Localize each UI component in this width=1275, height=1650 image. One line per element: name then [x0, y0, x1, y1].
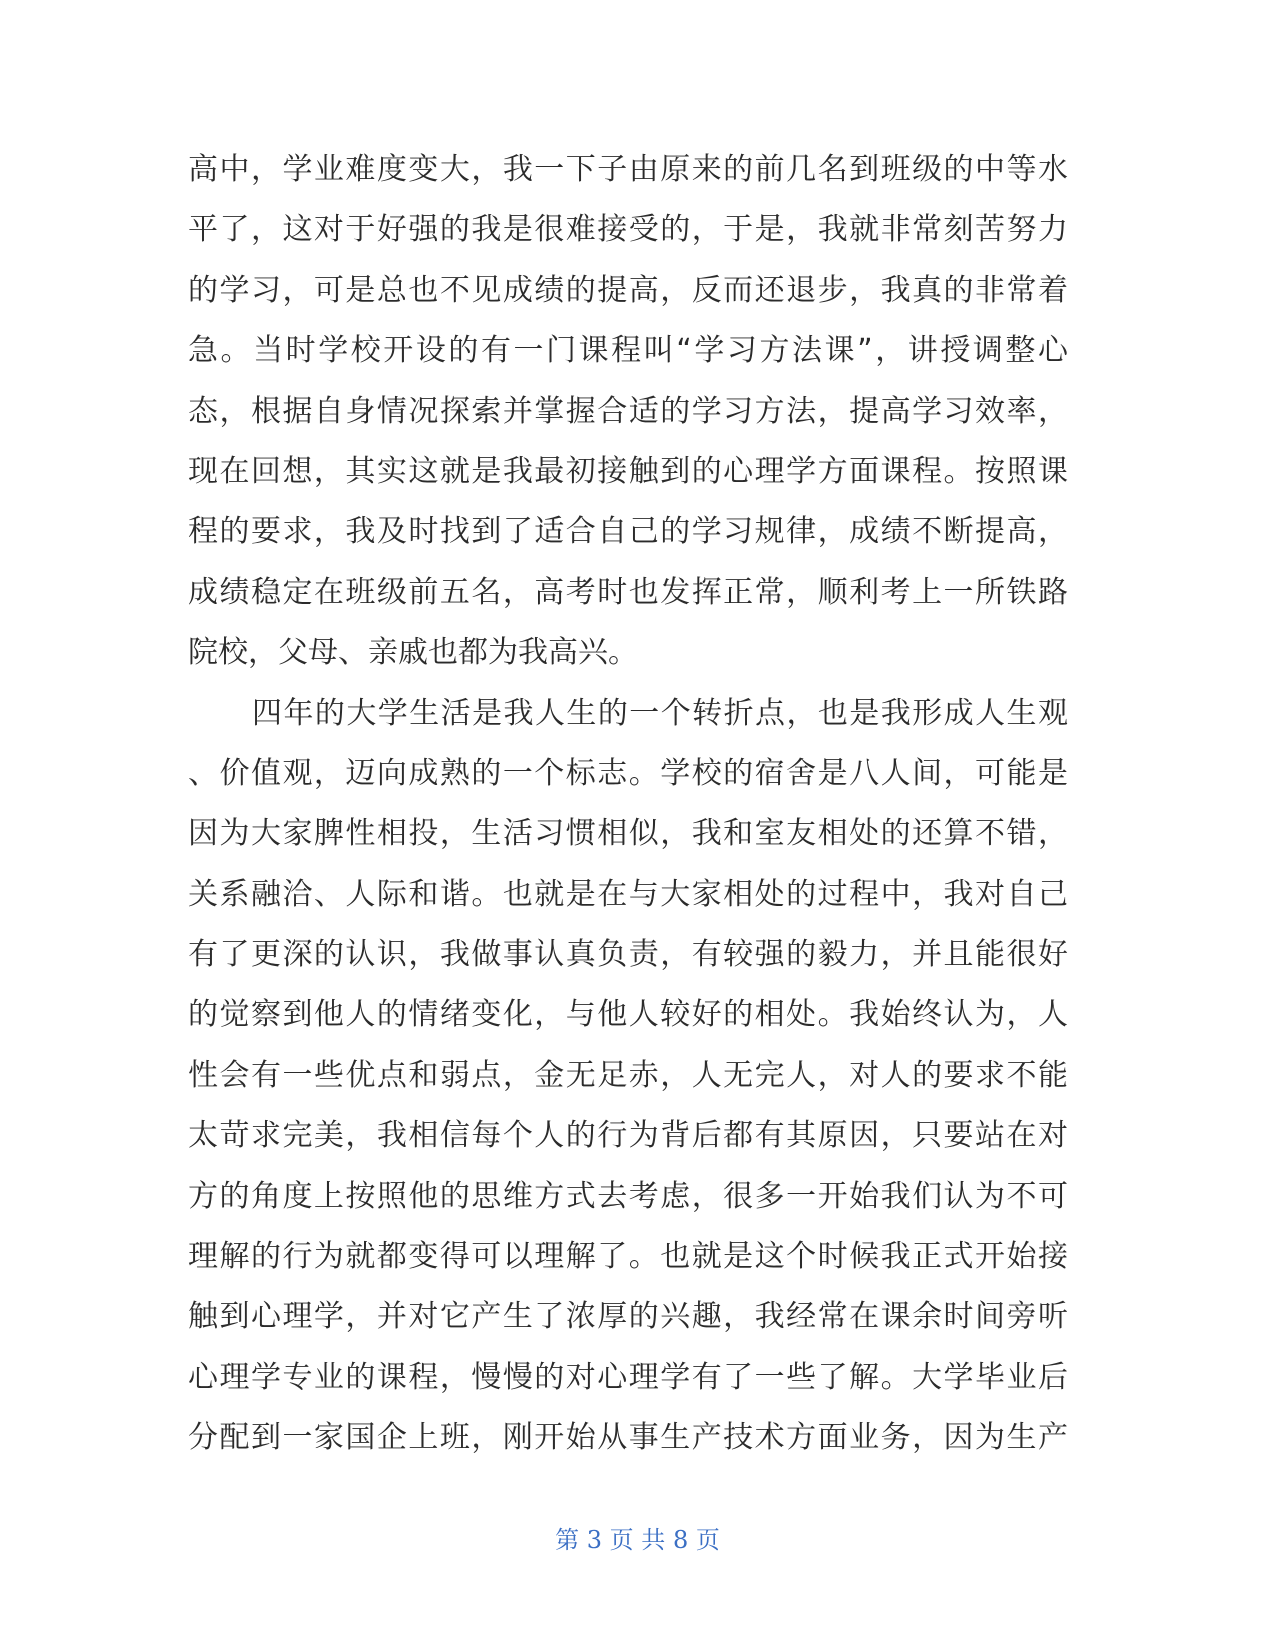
text-line: 现在回想，其实这就是我最初接触到的心理学方面课程。按照课 — [188, 453, 1068, 489]
text-line: 关系融洽、人际和谐。也就是在与大家相处的过程中，我对自己 — [188, 876, 1068, 912]
text-line: 程的要求，我及时找到了适合自己的学习规律，成绩不断提高， — [188, 514, 1068, 550]
page-number-text: 第 3 页 共 8 页 — [555, 1526, 720, 1554]
text-line: 成绩稳定在班级前五名，高考时也发挥正常，顺利考上一所铁路 — [188, 574, 1068, 610]
text-line: 院校，父母、亲戚也都为我高兴。 — [188, 635, 638, 671]
text-line: 分配到一家国企上班，刚开始从事生产技术方面业务，因为生产 — [188, 1420, 1068, 1456]
text-line: 平了，这对于好强的我是很难接受的，于是，我就非常刻苦努力 — [188, 212, 1068, 248]
text-line: 理解的行为就都变得可以理解了。也就是这个时候我正式开始接 — [188, 1239, 1068, 1275]
text-line: 方的角度上按照他的思维方式去考虑，很多一开始我们认为不可 — [188, 1178, 1068, 1214]
text-line: 的觉察到他人的情绪变化，与他人较好的相处。我始终认为，人 — [188, 997, 1068, 1033]
text-line: 太苛求完美，我相信每个人的行为背后都有其原因，只要站在对 — [188, 1118, 1068, 1154]
paragraph-high-school — [188, 140, 1068, 684]
document-body — [188, 140, 1068, 1469]
text-line: 有了更深的认识，我做事认真负责，有较强的毅力，并且能很好 — [188, 937, 1068, 973]
text-line: 四年的大学生活是我人生的一个转折点，也是我形成人生观 — [252, 695, 1068, 731]
paragraph-university — [188, 684, 1068, 1469]
text-line: 、价值观，迈向成熟的一个标志。学校的宿舍是八人间，可能是 — [188, 755, 1068, 791]
text-line: 性会有一些优点和弱点，金无足赤，人无完人，对人的要求不能 — [188, 1057, 1068, 1093]
page-number-footer — [0, 1520, 1275, 1560]
text-line: 高中，学业难度变大，我一下子由原来的前几名到班级的中等水 — [188, 152, 1068, 187]
text-line: 因为大家脾性相投，生活习惯相似，我和室友相处的还算不错， — [188, 816, 1068, 852]
text-line: 急。当时学校开设的有一门课程叫“学习方法课”，讲授调整心 — [188, 333, 1068, 369]
text-line: 触到心理学，并对它产生了浓厚的兴趣，我经常在课余时间旁听 — [188, 1299, 1068, 1335]
text-line: 的学习，可是总也不见成绩的提高，反而还退步，我真的非常着 — [188, 272, 1068, 308]
text-line: 心理学专业的课程，慢慢的对心理学有了一些了解。大学毕业后 — [188, 1359, 1068, 1395]
text-line: 态，根据自身情况探索并掌握合适的学习方法，提高学习效率， — [188, 393, 1068, 429]
